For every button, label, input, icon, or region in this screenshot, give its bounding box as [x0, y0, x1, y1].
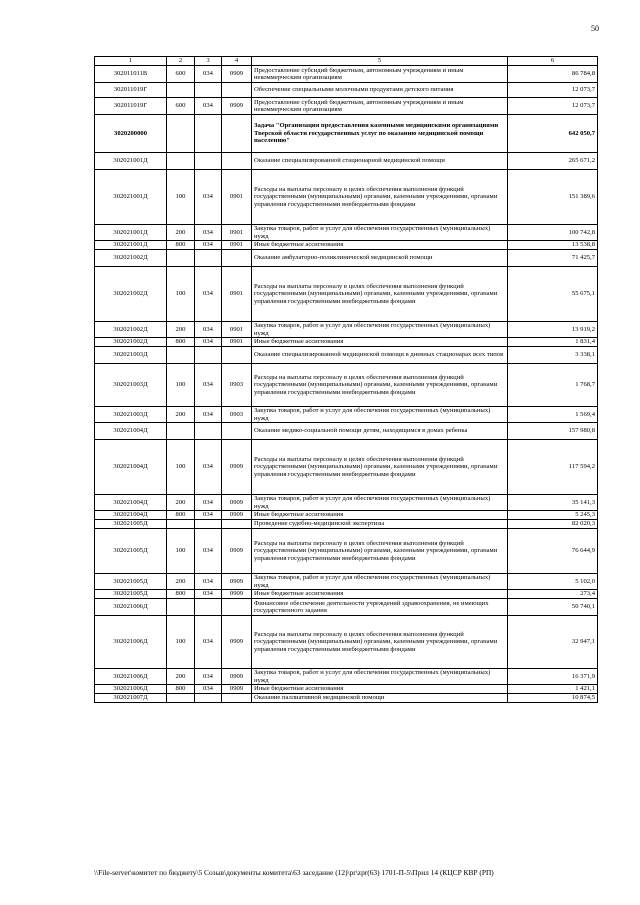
- table-row: [95, 98, 598, 115]
- row-description: Оказание специализированной стационарной медицинской помощи: [252, 153, 508, 170]
- row-amount: 13 538,8: [508, 241, 598, 250]
- table-row: [95, 267, 598, 322]
- row-code: 302021004Д: [95, 440, 167, 495]
- row-amount: 117 594,2: [508, 440, 598, 495]
- row-description: Оказание специализированной медицинской помощи в дневных стационарах всех типов: [252, 347, 508, 364]
- row-amount: 273,4: [508, 590, 598, 599]
- row-type-code: 100: [167, 364, 195, 407]
- row-ministry-code: 034: [195, 407, 222, 423]
- row-type-code: 200: [167, 495, 195, 511]
- row-amount: 5 245,3: [508, 511, 598, 520]
- row-code: 302021003Д: [95, 364, 167, 407]
- row-code: 302021002Д: [95, 322, 167, 338]
- table-row: [95, 423, 598, 440]
- row-section-code: 0903: [222, 407, 252, 423]
- row-amount: 642 050,7: [508, 115, 598, 153]
- row-type-code: 100: [167, 170, 195, 225]
- row-type-code: 600: [167, 98, 195, 115]
- row-description: Задача "Организация предоставления казенными медицинскими организациями Тверской области государственных услуг по оказанию медицинской помощи населению": [252, 115, 508, 153]
- file-path-footer: \\File-server\комитет по бюджету\5 Созыв\документы комитета\63 заседание (12)\pr\zpr(63) 1701-П-5\Прил 14 (КЦСР КВР (РП): [94, 868, 494, 877]
- row-description: Иные бюджетные ассигнования: [252, 685, 508, 694]
- table-row: [95, 685, 598, 694]
- row-ministry-code: 034: [195, 338, 222, 347]
- row-amount: 55 675,1: [508, 267, 598, 322]
- row-type-code: 200: [167, 574, 195, 590]
- table-row: [95, 322, 598, 338]
- table-row: [95, 338, 598, 347]
- row-section-code: 0909: [222, 511, 252, 520]
- row-code: 302021005Д: [95, 520, 167, 529]
- row-type-code: 200: [167, 669, 195, 685]
- row-ministry-code: [195, 423, 222, 440]
- row-type-code: [167, 83, 195, 98]
- header-cell: 1: [95, 57, 167, 66]
- row-type-code: [167, 250, 195, 267]
- row-type-code: 200: [167, 407, 195, 423]
- row-code: 302021004Д: [95, 495, 167, 511]
- table-row: [95, 115, 598, 153]
- row-description: Иные бюджетные ассигнования: [252, 590, 508, 599]
- row-section-code: [222, 599, 252, 616]
- row-section-code: [222, 347, 252, 364]
- row-code: 302021001Д: [95, 241, 167, 250]
- row-type-code: 800: [167, 590, 195, 599]
- row-amount: 86 784,8: [508, 66, 598, 83]
- row-code: 302021006Д: [95, 669, 167, 685]
- row-ministry-code: 034: [195, 511, 222, 520]
- row-amount: 32 947,1: [508, 616, 598, 669]
- row-description: Финансовое обеспечение деятельности учреждений здравоохранения, не имеющих государственного задания: [252, 599, 508, 616]
- table-header-row: [95, 57, 598, 66]
- row-amount: 35 141,3: [508, 495, 598, 511]
- table-row: [95, 407, 598, 423]
- table-row: [95, 590, 598, 599]
- row-amount: 157 980,8: [508, 423, 598, 440]
- row-code: 302021003Д: [95, 347, 167, 364]
- row-description: Расходы на выплаты персоналу в целях обеспечения выполнения функций государственными (муниципальными) органами, казенными учреждениями, органами управления государственными внебюджетными фондами: [252, 616, 508, 669]
- row-ministry-code: 034: [195, 66, 222, 83]
- row-code: 302021006Д: [95, 616, 167, 669]
- row-amount: 50 740,1: [508, 599, 598, 616]
- table-row: [95, 599, 598, 616]
- row-code: 302021002Д: [95, 267, 167, 322]
- row-ministry-code: [195, 520, 222, 529]
- header-cell: 6: [508, 57, 598, 66]
- row-ministry-code: [195, 599, 222, 616]
- row-ministry-code: [195, 694, 222, 703]
- row-ministry-code: 034: [195, 685, 222, 694]
- table-row: [95, 364, 598, 407]
- row-ministry-code: 034: [195, 669, 222, 685]
- row-code: 302021005Д: [95, 529, 167, 574]
- row-amount: 71 425,7: [508, 250, 598, 267]
- row-section-code: [222, 423, 252, 440]
- row-description: Расходы на выплаты персоналу в целях обеспечения выполнения функций государственными (муниципальными) органами, казенными учреждениями, органами управления государственными внебюджетными фондами: [252, 440, 508, 495]
- row-description: Расходы на выплаты персоналу в целях обеспечения выполнения функций государственными (муниципальными) органами, казенными учреждениями, органами управления государственными внебюджетными фондами: [252, 529, 508, 574]
- row-code: 302021006Д: [95, 599, 167, 616]
- row-amount: 82 020,3: [508, 520, 598, 529]
- row-code: 302021004Д: [95, 423, 167, 440]
- row-code: 302021001Д: [95, 153, 167, 170]
- row-type-code: 600: [167, 66, 195, 83]
- row-code: 302021006Д: [95, 685, 167, 694]
- row-ministry-code: 034: [195, 170, 222, 225]
- table-row: [95, 170, 598, 225]
- row-ministry-code: 034: [195, 322, 222, 338]
- row-section-code: [222, 694, 252, 703]
- row-ministry-code: [195, 250, 222, 267]
- row-section-code: 0909: [222, 590, 252, 599]
- row-section-code: 0909: [222, 66, 252, 83]
- row-description: Иные бюджетные ассигнования: [252, 241, 508, 250]
- row-type-code: [167, 599, 195, 616]
- row-type-code: 100: [167, 529, 195, 574]
- row-section-code: [222, 250, 252, 267]
- row-amount: 1 831,4: [508, 338, 598, 347]
- table-row: [95, 520, 598, 529]
- row-amount: 3 338,1: [508, 347, 598, 364]
- row-type-code: [167, 153, 195, 170]
- row-ministry-code: 034: [195, 495, 222, 511]
- row-description: Обеспечение специальными молочными продуктами детского питания: [252, 83, 508, 98]
- row-section-code: 0909: [222, 685, 252, 694]
- row-ministry-code: 034: [195, 440, 222, 495]
- header-cell: 4: [222, 57, 252, 66]
- row-description: Оказание паллиативной медицинской помощи: [252, 694, 508, 703]
- table-row: [95, 694, 598, 703]
- row-amount: 1 768,7: [508, 364, 598, 407]
- row-description: Предоставление субсидий бюджетным, автономным учреждениям и иным некоммерческим организациям: [252, 98, 508, 115]
- row-type-code: 100: [167, 616, 195, 669]
- row-section-code: 0901: [222, 322, 252, 338]
- table-row: [95, 83, 598, 98]
- row-code: 302021001Д: [95, 225, 167, 241]
- row-description: Расходы на выплаты персоналу в целях обеспечения выполнения функций государственными (муниципальными) органами, казенными учреждениями, органами управления государственными внебюджетными фондами: [252, 267, 508, 322]
- row-section-code: 0901: [222, 267, 252, 322]
- row-code: 302021005Д: [95, 574, 167, 590]
- row-section-code: [222, 153, 252, 170]
- row-ministry-code: 034: [195, 529, 222, 574]
- header-cell: 5: [252, 57, 508, 66]
- row-code: 302011019Г: [95, 83, 167, 98]
- row-description: Иные бюджетные ассигнования: [252, 338, 508, 347]
- row-section-code: 0909: [222, 495, 252, 511]
- table-row: [95, 153, 598, 170]
- row-description: Закупка товаров, работ и услуг для обеспечения государственных (муниципальных) нужд: [252, 669, 508, 685]
- row-section-code: 0909: [222, 616, 252, 669]
- row-description: Закупка товаров, работ и услуг для обеспечения государственных (муниципальных) нужд: [252, 574, 508, 590]
- row-section-code: 0901: [222, 338, 252, 347]
- table-row: [95, 669, 598, 685]
- row-ministry-code: 034: [195, 225, 222, 241]
- row-type-code: 800: [167, 685, 195, 694]
- table-row: [95, 495, 598, 511]
- table-row: [95, 66, 598, 83]
- row-section-code: 0901: [222, 170, 252, 225]
- row-description: Закупка товаров, работ и услуг для обеспечения государственных (муниципальных) нужд: [252, 225, 508, 241]
- row-section-code: 0909: [222, 669, 252, 685]
- row-code: 3020200000: [95, 115, 167, 153]
- row-amount: 100 742,8: [508, 225, 598, 241]
- row-type-code: 800: [167, 241, 195, 250]
- row-section-code: [222, 115, 252, 153]
- row-amount: 16 371,9: [508, 669, 598, 685]
- row-description: Расходы на выплаты персоналу в целях обеспечения выполнения функций государственными (муниципальными) органами, казенными учреждениями, органами управления государственными внебюджетными фондами: [252, 170, 508, 225]
- row-section-code: 0909: [222, 98, 252, 115]
- row-type-code: [167, 115, 195, 153]
- row-section-code: 0903: [222, 364, 252, 407]
- table-row: [95, 440, 598, 495]
- table-row: [95, 529, 598, 574]
- row-amount: 1 421,1: [508, 685, 598, 694]
- row-type-code: 200: [167, 322, 195, 338]
- row-section-code: 0909: [222, 574, 252, 590]
- row-description: Иные бюджетные ассигнования: [252, 511, 508, 520]
- row-type-code: 800: [167, 511, 195, 520]
- table-row: [95, 511, 598, 520]
- row-description: Закупка товаров, работ и услуг для обеспечения государственных (муниципальных) нужд: [252, 322, 508, 338]
- row-description: Оказание медико-социальной помощи детям, находящимся в домах ребенка: [252, 423, 508, 440]
- row-section-code: [222, 520, 252, 529]
- row-ministry-code: 034: [195, 267, 222, 322]
- row-ministry-code: 034: [195, 241, 222, 250]
- row-amount: 10 874,5: [508, 694, 598, 703]
- row-type-code: [167, 694, 195, 703]
- row-amount: 1 569,4: [508, 407, 598, 423]
- row-section-code: 0909: [222, 529, 252, 574]
- row-code: 302011011В: [95, 66, 167, 83]
- row-description: Закупка товаров, работ и услуг для обеспечения государственных (муниципальных) нужд: [252, 495, 508, 511]
- row-type-code: 100: [167, 267, 195, 322]
- row-section-code: 0909: [222, 440, 252, 495]
- row-type-code: [167, 520, 195, 529]
- row-type-code: [167, 423, 195, 440]
- row-code: 302021007Д: [95, 694, 167, 703]
- row-description: Оказание амбулаторно-поликлинической медицинской помощи: [252, 250, 508, 267]
- row-amount: 76 644,9: [508, 529, 598, 574]
- row-description: Проведение судебно-медицинской экспертизы: [252, 520, 508, 529]
- table-row: [95, 250, 598, 267]
- row-code: 302021002Д: [95, 338, 167, 347]
- row-ministry-code: 034: [195, 590, 222, 599]
- header-cell: 2: [167, 57, 195, 66]
- row-ministry-code: [195, 153, 222, 170]
- row-type-code: [167, 347, 195, 364]
- row-ministry-code: 034: [195, 616, 222, 669]
- table-row: [95, 225, 598, 241]
- row-section-code: [222, 83, 252, 98]
- row-amount: 12 073,7: [508, 98, 598, 115]
- row-ministry-code: 034: [195, 364, 222, 407]
- row-type-code: 200: [167, 225, 195, 241]
- row-amount: 12 073,7: [508, 83, 598, 98]
- row-description: Расходы на выплаты персоналу в целях обеспечения выполнения функций государственными (муниципальными) органами, казенными учреждениями, органами управления государственными внебюджетными фондами: [252, 364, 508, 407]
- row-description: Закупка товаров, работ и услуг для обеспечения государственных (муниципальных) нужд: [252, 407, 508, 423]
- row-ministry-code: [195, 115, 222, 153]
- header-cell: 3: [195, 57, 222, 66]
- table-row: [95, 241, 598, 250]
- row-ministry-code: 034: [195, 98, 222, 115]
- row-amount: 151 389,6: [508, 170, 598, 225]
- table-row: [95, 616, 598, 669]
- row-section-code: 0901: [222, 225, 252, 241]
- table-row: [95, 574, 598, 590]
- row-ministry-code: [195, 347, 222, 364]
- budget-table: [94, 56, 598, 703]
- row-type-code: 100: [167, 440, 195, 495]
- row-code: 302021004Д: [95, 511, 167, 520]
- row-code: 302021002Д: [95, 250, 167, 267]
- row-amount: 265 671,2: [508, 153, 598, 170]
- row-section-code: 0901: [222, 241, 252, 250]
- row-amount: 5 102,0: [508, 574, 598, 590]
- row-amount: 13 919,2: [508, 322, 598, 338]
- row-type-code: 800: [167, 338, 195, 347]
- row-code: 302021003Д: [95, 407, 167, 423]
- row-ministry-code: [195, 83, 222, 98]
- row-description: Предоставление субсидий бюджетным, автономным учреждениям и иным некоммерческим организациям: [252, 66, 508, 83]
- table-row: [95, 347, 598, 364]
- row-code: 302011019Г: [95, 98, 167, 115]
- row-ministry-code: 034: [195, 574, 222, 590]
- row-code: 302021005Д: [95, 590, 167, 599]
- row-code: 302021001Д: [95, 170, 167, 225]
- page-number: 50: [591, 24, 599, 33]
